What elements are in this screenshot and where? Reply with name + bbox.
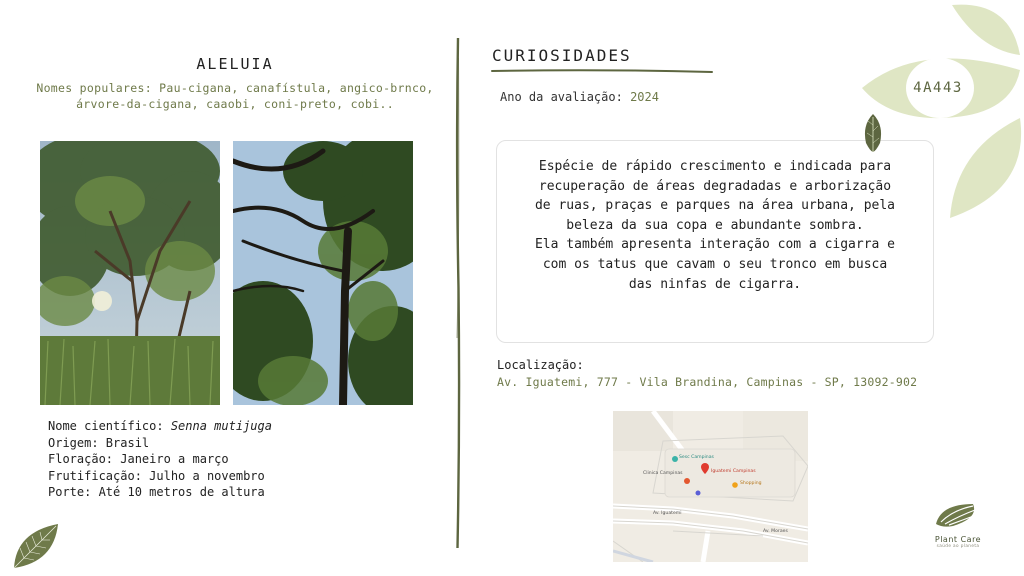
location-map[interactable]: [613, 411, 808, 562]
fact-flowering: Floração: Janeiro a março: [48, 452, 229, 466]
curiosities-title: CURIOSIDADES: [492, 46, 632, 65]
scientific-value: Senna mutijuga: [170, 419, 272, 433]
map-label: Sesc Campinas: [679, 455, 714, 460]
evaluation-year: [500, 90, 659, 104]
location-address[interactable]: Av. Iguatemi, 777 - Vila Brandina, Campinas - SP, 13092-902: [497, 375, 918, 389]
description-line: de ruas, praças e parques na área urbana, pela: [534, 198, 896, 214]
popular-names-line-2: árvore-da-cigana, caaobi, coni-preto, cobi..: [76, 97, 394, 111]
brand-logo: [918, 500, 998, 552]
decorative-leaves: [860, 0, 1024, 225]
map-label: Av. Moraes: [763, 529, 788, 534]
fact-scientific-name: [48, 418, 272, 435]
map-graphic: [613, 411, 808, 562]
description-line: das ninfas de cigarra.: [628, 276, 802, 292]
tree-photo-2: [233, 141, 413, 405]
year-value: 2024: [630, 90, 659, 104]
location-label: Localização:: [497, 358, 584, 372]
title-underline: [490, 66, 715, 76]
vertical-divider: [452, 38, 464, 548]
tree-code: 4A443: [913, 80, 963, 96]
plant-name: ALELUIA: [196, 55, 274, 73]
fact-origin: Origem: Brasil: [48, 435, 150, 450]
leaf-icon: [12, 522, 60, 570]
leaf-icon: [862, 113, 884, 153]
brand-tagline: saúde ao planeta: [936, 543, 980, 548]
map-label: Shopping: [740, 481, 762, 486]
popular-names: [30, 80, 440, 112]
logo-icon: [933, 500, 983, 530]
plant-facts: [48, 418, 272, 501]
map-label: Clinica Campinas: [643, 471, 683, 476]
description-line: recuperação de áreas degradadas e arborização: [538, 178, 892, 194]
description-line: beleza da sua copa e abundante sombra.: [566, 217, 864, 233]
description-line: com os tatus que cavam o seu tronco em busca: [542, 256, 888, 272]
map-label: Iguatemi Campinas: [711, 469, 756, 474]
map-label: Av. Iguatemi: [653, 511, 682, 516]
scientific-label: Nome científico:: [48, 419, 164, 433]
fact-fruiting: Frutificação: Julho a novembro: [48, 468, 265, 483]
description-line: Espécie de rápido crescimento e indicada para: [538, 159, 892, 174]
description-line: Ela também apresenta interação com a cigarra e: [534, 237, 896, 253]
tree-photo-1: [40, 141, 220, 405]
brand-name: Plant Care: [934, 535, 982, 544]
year-label: Ano da avaliação:: [500, 90, 623, 104]
popular-names-line-1: Nomes populares: Pau-cigana, canafístula, angico-brnco,: [36, 81, 434, 95]
fact-size: Porte: Até 10 metros de altura: [48, 485, 265, 499]
